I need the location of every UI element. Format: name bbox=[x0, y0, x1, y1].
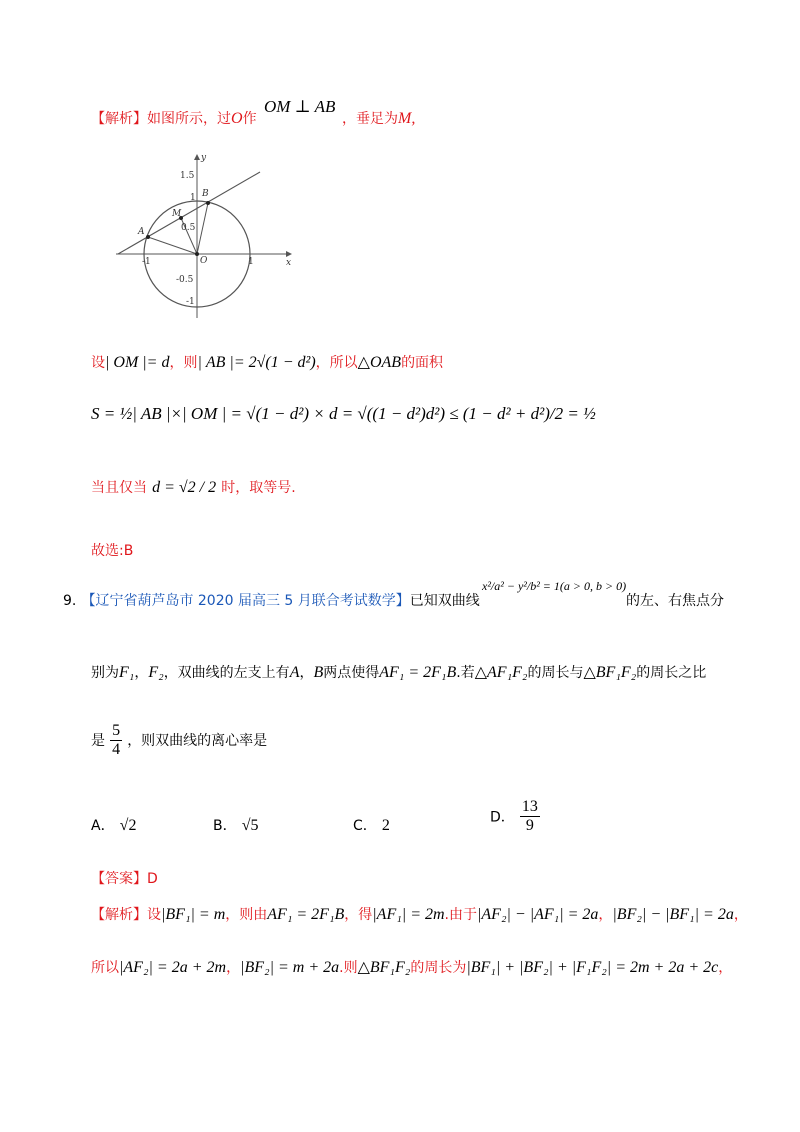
answer-line bbox=[91, 868, 158, 888]
point-o bbox=[195, 252, 199, 256]
area-formula: S = ½| AB |×| OM | = √(1 − d²) × d = √((1 − d²)d²) ≤ (1 − d² + d²)/2 = ½ bbox=[91, 404, 596, 423]
choose-answer: 故选:B bbox=[91, 543, 134, 559]
option-a-label: A． bbox=[91, 818, 115, 834]
foot-text: ，垂足为M, bbox=[342, 110, 416, 127]
af1-formula: |AF₁| = 2m bbox=[372, 906, 445, 923]
analysis-tag: 【解析】 bbox=[91, 111, 147, 127]
x-axis-label: x bbox=[286, 258, 292, 268]
point-a-label: A bbox=[289, 664, 300, 681]
bf1-formula: |BF₁| = m bbox=[161, 906, 226, 923]
y-tick-1: 1 bbox=[190, 193, 196, 203]
question-source: 【辽宁省葫芦岛市 2020 届高三 5 月联合考试数学】 bbox=[81, 593, 410, 609]
y-axis-arrow bbox=[194, 154, 200, 160]
option-a-value: √2 bbox=[119, 817, 137, 834]
question-9-line-3: 是 $\frac{5}{4}$ ，则双曲线的离心率是 bbox=[91, 722, 268, 758]
analysis-2-line-1: 【解析】设|BF₁| = m，则由AF₁ = 2F₁B，得|AF₁| = 2m.由于|AF₂| − |AF₁| = 2a，|BF₂| − |BF₁| = 2a， bbox=[91, 906, 748, 923]
option-d-label: D． bbox=[490, 809, 515, 826]
bf-difference-formula: |BF₂| − |BF₁| = 2a bbox=[612, 906, 734, 923]
d-value-formula: d = √2 / 2 bbox=[152, 479, 217, 496]
answer-tag: 【答案】 bbox=[91, 871, 147, 887]
analysis-2-line-2: 所以|AF₂| = 2a + 2m，|BF₂| = m + 2a.则△BF₁F₂的周长为|BF₁| + |BF₂| + |F₁F₂| = 2m + 2a + 2c， bbox=[91, 959, 733, 976]
x-tick-neg-1: -1 bbox=[142, 257, 151, 267]
option-d-fraction bbox=[520, 798, 540, 835]
option-c[interactable] bbox=[353, 815, 390, 835]
option-b-label: B． bbox=[213, 818, 237, 834]
answer-value: D bbox=[147, 871, 158, 887]
label-m: M bbox=[172, 209, 182, 219]
ratio-denominator: 4 bbox=[112, 741, 121, 758]
option-c-label: C． bbox=[353, 818, 377, 834]
option-d-numerator: 13 bbox=[521, 798, 538, 815]
f2-label: F₂ bbox=[148, 664, 164, 681]
af2-formula: |AF₂| = 2a + 2m bbox=[119, 959, 227, 976]
perpendicular-formula: OM ⊥ AB bbox=[264, 97, 336, 116]
label-a: A bbox=[138, 227, 145, 237]
triangle-oab: △OAB bbox=[357, 354, 402, 371]
option-b-value: √5 bbox=[241, 817, 259, 834]
om-formula: | OM |= d bbox=[105, 354, 170, 371]
point-b bbox=[206, 201, 210, 205]
option-a[interactable] bbox=[91, 815, 136, 835]
point-a bbox=[146, 235, 150, 239]
perimeter-formula: |BF₁| + |BF₂| + |F₁F₂| = 2m + 2a + 2c bbox=[466, 959, 719, 976]
point-b-label: B bbox=[313, 664, 324, 681]
question-number: 9. bbox=[63, 593, 77, 609]
option-b[interactable] bbox=[213, 815, 258, 835]
analysis-2-tag: 【解析】 bbox=[91, 907, 147, 923]
circle-figure bbox=[110, 150, 300, 325]
ab-formula: | AB |= 2√(1 − d²) bbox=[197, 354, 316, 371]
option-c-value: 2 bbox=[381, 817, 390, 834]
y-tick-0-5: 0.5 bbox=[181, 223, 196, 233]
analysis-line-2: 设| OM |= d，则| AB |= 2√(1 − d²)，所以△OAB的面积 bbox=[91, 354, 444, 371]
ratio-numerator: 5 bbox=[112, 722, 121, 739]
y-tick-neg-0-5: -0.5 bbox=[176, 275, 194, 285]
triangle-bf1f2: △BF₁F₂ bbox=[583, 664, 637, 681]
f1-label: F₁ bbox=[119, 664, 135, 681]
x-tick-1: 1 bbox=[248, 257, 254, 267]
question-text-tail: 的左、右焦点分 bbox=[626, 593, 724, 609]
equality-line: 当且仅当 d = √2 / 2 时，取等号. bbox=[91, 479, 296, 496]
bf2-formula: |BF₂| = m + 2a bbox=[240, 959, 340, 976]
ratio-fraction bbox=[110, 722, 122, 759]
analysis-line-1: 【解析】如图所示，过O作 bbox=[91, 110, 257, 127]
af-difference-formula: |AF₂| − |AF₁| = 2a bbox=[477, 906, 599, 923]
vector-formula: AF₁ = 2F₁B bbox=[267, 906, 345, 923]
y-tick-1-5: 1.5 bbox=[180, 171, 195, 181]
hyperbola-equation: x²/a² − y²/b² = 1(a > 0, b > 0) bbox=[482, 579, 627, 593]
option-d[interactable] bbox=[490, 798, 540, 835]
y-axis-label: y bbox=[201, 153, 207, 163]
line-ab bbox=[118, 172, 260, 254]
segment-ob bbox=[197, 203, 208, 254]
segment-oa bbox=[148, 237, 197, 254]
question-9-line-1: 9. 【辽宁省葫芦岛市 2020 届高三 5 月联合考试数学】已知双曲线 bbox=[63, 593, 480, 609]
question-9-line-2: 别为F₁，F₂，双曲线的左支上有A，B两点使得AF₁ = 2F₁B.若△AF₁F₂的周长与△BF₁F₂的周长之比 bbox=[91, 664, 707, 681]
triangle-af1f2: △AF₁F₂ bbox=[474, 664, 528, 681]
option-d-denominator: 9 bbox=[520, 816, 540, 835]
x-axis-arrow bbox=[286, 251, 292, 257]
y-tick-neg-1: -1 bbox=[186, 297, 195, 307]
label-b: B bbox=[202, 189, 209, 199]
label-o: O bbox=[200, 256, 208, 266]
triangle-bf1f2-2: △BF₁F₂ bbox=[357, 959, 411, 976]
vector-equation: AF₁ = 2F₁B bbox=[379, 664, 457, 681]
